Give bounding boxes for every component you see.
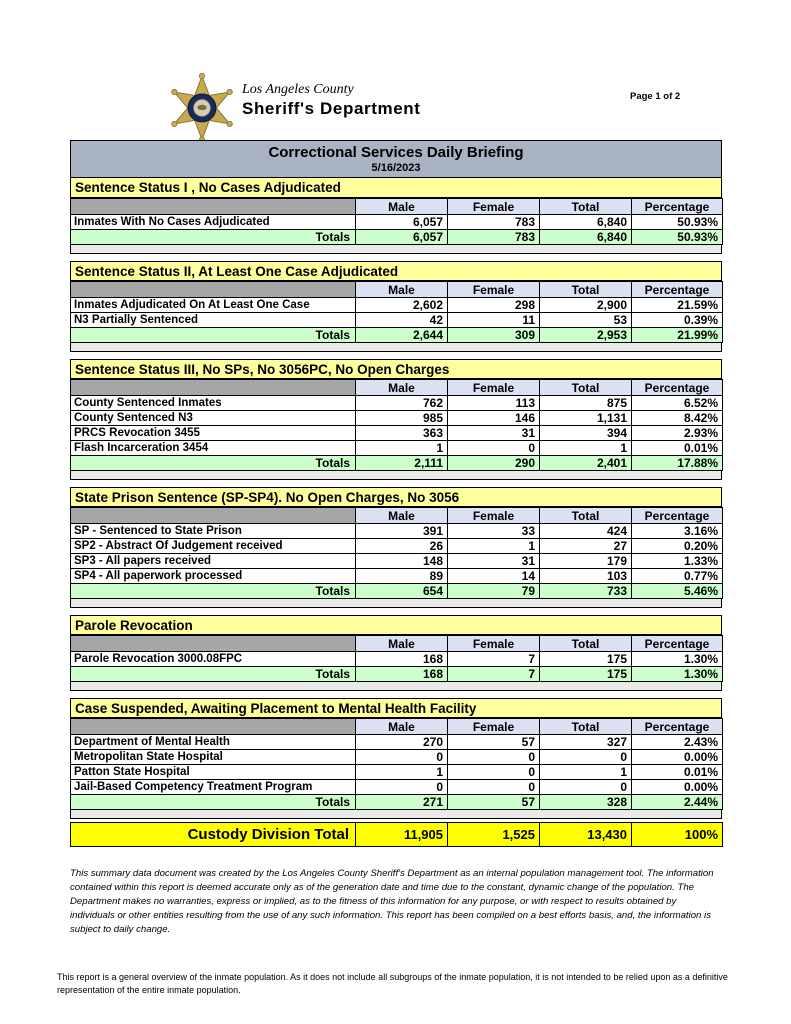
grand-total-male: 11,905: [356, 823, 448, 847]
label-header-cell: [71, 380, 356, 396]
column-header-row: [71, 636, 723, 652]
table-row: [71, 411, 723, 426]
section-title: State Prison Sentence (SP-SP4). No Open Charges, No 3056: [70, 487, 722, 507]
row-percentage: 1.33%: [632, 554, 723, 569]
table-row: [71, 313, 723, 328]
section-spacer: [70, 810, 722, 819]
column-header-total: Total: [540, 282, 632, 298]
section-state-prison: [70, 487, 722, 599]
section-table: [70, 718, 723, 810]
row-male: 168: [356, 652, 448, 667]
section-table: [70, 198, 723, 245]
totals-male: 2,644: [356, 328, 448, 343]
row-label: Metropolitan State Hospital: [71, 750, 356, 765]
briefing-header: [70, 140, 722, 178]
row-percentage: 0.20%: [632, 539, 723, 554]
row-male: 0: [356, 750, 448, 765]
totals-male: 6,057: [356, 230, 448, 245]
row-female: 7: [448, 652, 540, 667]
row-label: SP4 - All paperwork processed: [71, 569, 356, 584]
custody-division-total-row: [70, 822, 723, 847]
grand-total-row: [71, 823, 723, 847]
agency-logo: [168, 72, 421, 148]
label-header-cell: [71, 719, 356, 735]
section-title: Case Suspended, Awaiting Placement to Mental Health Facility: [70, 698, 722, 718]
table-row: [71, 750, 723, 765]
row-male: 1: [356, 441, 448, 456]
table-row: [71, 426, 723, 441]
section-sentence-status-1: [70, 178, 722, 245]
row-male: 42: [356, 313, 448, 328]
row-total: 179: [540, 554, 632, 569]
row-female: 1: [448, 539, 540, 554]
section-title: Sentence Status II, At Least One Case Adjudicated: [70, 261, 722, 281]
totals-row: [71, 584, 723, 599]
row-percentage: 21.59%: [632, 298, 723, 313]
row-total: 103: [540, 569, 632, 584]
column-header-female: Female: [448, 380, 540, 396]
section-spacer: [70, 682, 722, 691]
column-header-female: Female: [448, 508, 540, 524]
row-percentage: 0.00%: [632, 750, 723, 765]
table-row: [71, 441, 723, 456]
table-row: [71, 539, 723, 554]
row-male: 1: [356, 765, 448, 780]
row-percentage: 6.52%: [632, 396, 723, 411]
totals-total: 2,401: [540, 456, 632, 471]
row-male: 6,057: [356, 215, 448, 230]
label-header-cell: [71, 199, 356, 215]
column-header-total: Total: [540, 508, 632, 524]
grand-total-female: 1,525: [448, 823, 540, 847]
column-header-male: Male: [356, 508, 448, 524]
totals-total: 328: [540, 795, 632, 810]
table-row: [71, 524, 723, 539]
row-label: County Sentenced N3: [71, 411, 356, 426]
row-female: 0: [448, 765, 540, 780]
section-parole-revocation: [70, 615, 722, 682]
totals-percentage: 2.44%: [632, 795, 723, 810]
table-row: [71, 396, 723, 411]
row-total: 175: [540, 652, 632, 667]
column-header-row: [71, 508, 723, 524]
totals-label: Totals: [71, 456, 356, 471]
totals-total: 2,953: [540, 328, 632, 343]
section-spacer: [70, 471, 722, 480]
column-header-female: Female: [448, 719, 540, 735]
row-female: 0: [448, 441, 540, 456]
totals-label: Totals: [71, 328, 356, 343]
totals-row: [71, 795, 723, 810]
row-percentage: 3.16%: [632, 524, 723, 539]
row-female: 298: [448, 298, 540, 313]
totals-percentage: 5.46%: [632, 584, 723, 599]
agency-county: Los Angeles County: [242, 82, 354, 97]
row-total: 327: [540, 735, 632, 750]
row-percentage: 0.01%: [632, 441, 723, 456]
row-male: 148: [356, 554, 448, 569]
totals-percentage: 21.99%: [632, 328, 723, 343]
totals-label: Totals: [71, 584, 356, 599]
row-label: PRCS Revocation 3455: [71, 426, 356, 441]
section-title: Sentence Status III, No SPs, No 3056PC, No Open Charges: [70, 359, 722, 379]
row-male: 985: [356, 411, 448, 426]
grand-total-total: 13,430: [540, 823, 632, 847]
column-header-row: [71, 380, 723, 396]
row-percentage: 8.42%: [632, 411, 723, 426]
section-table: [70, 281, 723, 343]
row-label: Patton State Hospital: [71, 765, 356, 780]
row-male: 391: [356, 524, 448, 539]
row-female: 146: [448, 411, 540, 426]
row-total: 394: [540, 426, 632, 441]
column-header-total: Total: [540, 636, 632, 652]
row-label: Inmates Adjudicated On At Least One Case: [71, 298, 356, 313]
section-sentence-status-2: [70, 261, 722, 343]
row-female: 11: [448, 313, 540, 328]
row-percentage: 1.30%: [632, 652, 723, 667]
totals-female: 79: [448, 584, 540, 599]
row-total: 27: [540, 539, 632, 554]
row-percentage: 0.39%: [632, 313, 723, 328]
label-header-cell: [71, 282, 356, 298]
row-label: SP2 - Abstract Of Judgement received: [71, 539, 356, 554]
row-percentage: 2.43%: [632, 735, 723, 750]
row-male: 2,602: [356, 298, 448, 313]
row-female: 113: [448, 396, 540, 411]
totals-row: [71, 328, 723, 343]
totals-total: 6,840: [540, 230, 632, 245]
totals-percentage: 17.88%: [632, 456, 723, 471]
column-header-total: Total: [540, 199, 632, 215]
column-header-female: Female: [448, 282, 540, 298]
section-sentence-status-3: [70, 359, 722, 471]
row-label: Jail-Based Competency Treatment Program: [71, 780, 356, 795]
briefing-date: 5/16/2023: [371, 162, 421, 174]
row-label: SP - Sentenced to State Prison: [71, 524, 356, 539]
row-female: 31: [448, 554, 540, 569]
sheriff-star-badge-icon: [168, 72, 236, 148]
row-female: 57: [448, 735, 540, 750]
row-total: 1: [540, 765, 632, 780]
row-label: N3 Partially Sentenced: [71, 313, 356, 328]
row-total: 875: [540, 396, 632, 411]
row-label: SP3 - All papers received: [71, 554, 356, 569]
totals-percentage: 50.93%: [632, 230, 723, 245]
label-header-cell: [71, 636, 356, 652]
totals-female: 57: [448, 795, 540, 810]
row-male: 363: [356, 426, 448, 441]
row-percentage: 50.93%: [632, 215, 723, 230]
row-percentage: 0.00%: [632, 780, 723, 795]
column-header-row: [71, 282, 723, 298]
row-label: County Sentenced Inmates: [71, 396, 356, 411]
totals-row: [71, 230, 723, 245]
column-header-row: [71, 199, 723, 215]
briefing-title: Correctional Services Daily Briefing: [268, 144, 524, 161]
row-female: 14: [448, 569, 540, 584]
table-row: [71, 765, 723, 780]
table-row: [71, 215, 723, 230]
section-title: Sentence Status I , No Cases Adjudicated: [70, 178, 722, 198]
row-total: 1: [540, 441, 632, 456]
row-female: 783: [448, 215, 540, 230]
row-total: 2,900: [540, 298, 632, 313]
column-header-male: Male: [356, 380, 448, 396]
column-header-row: [71, 719, 723, 735]
section-table: [70, 635, 723, 682]
row-female: 33: [448, 524, 540, 539]
row-male: 762: [356, 396, 448, 411]
column-header-percentage: Percentage: [632, 508, 723, 524]
column-header-percentage: Percentage: [632, 719, 723, 735]
column-header-female: Female: [448, 199, 540, 215]
agency-name: [242, 82, 421, 119]
row-total: 0: [540, 750, 632, 765]
row-total: 53: [540, 313, 632, 328]
section-table: [70, 379, 723, 471]
totals-male: 168: [356, 667, 448, 682]
row-male: 26: [356, 539, 448, 554]
table-row: [71, 554, 723, 569]
page-indicator: Page 1 of 2: [630, 91, 681, 102]
row-male: 0: [356, 780, 448, 795]
disclaimer-text: This summary data document was created by the Los Angeles County Sheriff's Department as an internal population management tool. The information contained within this report is deemed accurate only as of the generation date and time due to the constant, dynamic change of the population. The Department makes no warranties, express or implied, as to the fitness of this information for any purpose, or with respect to results obtained by individuals or other entities resulting from the use of any such information. This report has been compiled on a best efforts basis, and, the information is subject to daily change.: [70, 868, 714, 935]
label-header-cell: [71, 508, 356, 524]
row-percentage: 0.01%: [632, 765, 723, 780]
section-table: [70, 507, 723, 599]
column-header-male: Male: [356, 199, 448, 215]
section-spacer: [70, 599, 722, 608]
row-male: 270: [356, 735, 448, 750]
row-female: 0: [448, 750, 540, 765]
grand-total-label: Custody Division Total: [71, 823, 356, 847]
briefing-document: [57, 140, 728, 997]
totals-male: 654: [356, 584, 448, 599]
row-percentage: 0.77%: [632, 569, 723, 584]
row-total: 0: [540, 780, 632, 795]
row-label: Inmates With No Cases Adjudicated: [71, 215, 356, 230]
totals-total: 175: [540, 667, 632, 682]
totals-label: Totals: [71, 795, 356, 810]
table-row: [71, 780, 723, 795]
section-title: Parole Revocation: [70, 615, 722, 635]
totals-row: [71, 456, 723, 471]
column-header-percentage: Percentage: [632, 636, 723, 652]
totals-percentage: 1.30%: [632, 667, 723, 682]
row-percentage: 2.93%: [632, 426, 723, 441]
totals-label: Totals: [71, 230, 356, 245]
totals-male: 271: [356, 795, 448, 810]
row-label: Flash Incarceration 3454: [71, 441, 356, 456]
column-header-total: Total: [540, 380, 632, 396]
column-header-percentage: Percentage: [632, 380, 723, 396]
totals-label: Totals: [71, 667, 356, 682]
row-label: Parole Revocation 3000.08FPC: [71, 652, 356, 667]
column-header-male: Male: [356, 282, 448, 298]
section-case-suspended: [70, 698, 722, 810]
totals-female: 290: [448, 456, 540, 471]
column-header-male: Male: [356, 719, 448, 735]
row-female: 0: [448, 780, 540, 795]
totals-row: [71, 667, 723, 682]
agency-department: Sheriff's Department: [242, 99, 421, 118]
footnote-text: This report is a general overview of the inmate population. As it does not include all subgroups of the inmate population, it is not intended to be relied upon as a definitive representation of the entire inmate population.: [57, 972, 728, 995]
table-row: [71, 298, 723, 313]
row-total: 6,840: [540, 215, 632, 230]
totals-male: 2,111: [356, 456, 448, 471]
table-row: [71, 569, 723, 584]
totals-female: 783: [448, 230, 540, 245]
row-female: 31: [448, 426, 540, 441]
column-header-female: Female: [448, 636, 540, 652]
section-spacer: [70, 245, 722, 254]
row-total: 1,131: [540, 411, 632, 426]
column-header-male: Male: [356, 636, 448, 652]
totals-total: 733: [540, 584, 632, 599]
grand-total-percentage: 100%: [632, 823, 723, 847]
section-spacer: [70, 343, 722, 352]
column-header-percentage: Percentage: [632, 282, 723, 298]
column-header-percentage: Percentage: [632, 199, 723, 215]
row-label: Department of Mental Health: [71, 735, 356, 750]
table-row: [71, 735, 723, 750]
totals-female: 7: [448, 667, 540, 682]
table-row: [71, 652, 723, 667]
row-male: 89: [356, 569, 448, 584]
column-header-total: Total: [540, 719, 632, 735]
row-total: 424: [540, 524, 632, 539]
totals-female: 309: [448, 328, 540, 343]
